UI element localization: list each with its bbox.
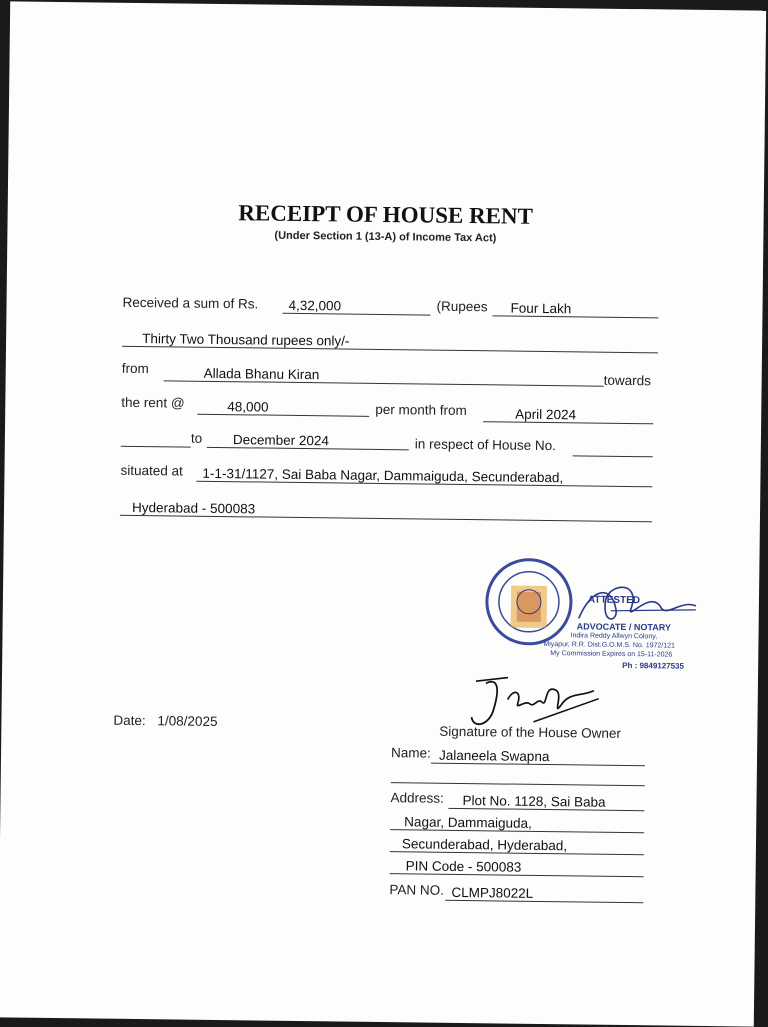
- notary-signature-icon: [571, 578, 702, 633]
- amount-words-2: Thirty Two Thousand rupees only/-: [122, 330, 658, 354]
- stamp-line-3: My Commission Expires on 15-11-2026: [550, 650, 673, 659]
- stamp-advocate: ADVOCATE / NOTARY: [576, 621, 672, 633]
- notary-seal-icon: [482, 555, 575, 648]
- to-label: to: [190, 430, 203, 446]
- situated-label: situated at: [120, 462, 183, 479]
- stamp-line-2: Miyapur, R.R. Dist.G.O.M.S. No. 1972/121: [543, 640, 675, 650]
- address-label: Address:: [390, 790, 444, 806]
- document-title: RECEIPT OF HOUSE RENT: [238, 200, 534, 229]
- house-number-blank: [573, 455, 653, 457]
- rent-label: the rent @: [121, 394, 185, 411]
- signature-label: Signature of the House Owner: [439, 723, 622, 741]
- received-label: Received a sum of Rs.: [122, 294, 259, 312]
- blank-line: [391, 782, 645, 786]
- pan-value: CLMPJ8022L: [445, 884, 643, 903]
- monthly-rent: 48,000: [197, 398, 369, 417]
- stamp-line-1: Indira Reddy Allwyn Colony,: [570, 632, 658, 641]
- address-line-1: 1-1-31/1127, Sai Baba Nagar, Dammaiguda, Secunderabad,: [196, 465, 652, 488]
- amount-value: 4,32,000: [282, 297, 430, 316]
- from-label: from: [121, 360, 149, 377]
- amount-words-1: Four Lakh: [492, 299, 658, 318]
- receipt-sheet: [0, 1, 766, 1026]
- from-month: April 2024: [483, 405, 653, 424]
- tenant-name: Allada Bhanu Kiran: [164, 364, 604, 386]
- blank-line: [121, 446, 191, 448]
- stamp-attested: ATTESTED: [587, 594, 641, 607]
- towards-label: towards: [603, 372, 652, 389]
- house-label: in respect of House No.: [414, 436, 557, 454]
- owner-address-2: Nagar, Dammaiguda,: [390, 813, 644, 833]
- stamp-phone: Ph : 9849127535: [622, 660, 685, 671]
- date-value: 1/08/2025: [157, 713, 218, 730]
- per-month-label: per month from: [375, 401, 467, 419]
- owner-address-1: Plot No. 1128, Sai Baba: [448, 792, 644, 811]
- date-label: Date:: [113, 712, 146, 729]
- pan-label: PAN NO.: [389, 882, 445, 898]
- address-line-2: Hyderabad - 500083: [120, 499, 652, 522]
- document-subtitle: (Under Section 1 (13-A) of Income Tax Act): [274, 229, 497, 245]
- rupees-label: (Rupees: [436, 298, 488, 315]
- owner-name: Jalaneela Swapna: [431, 747, 645, 767]
- name-label: Name:: [390, 745, 431, 761]
- owner-address-4: PIN Code - 500083: [390, 857, 644, 877]
- to-month: December 2024: [207, 431, 409, 450]
- owner-address-3: Secunderabad, Hyderabad,: [390, 835, 644, 855]
